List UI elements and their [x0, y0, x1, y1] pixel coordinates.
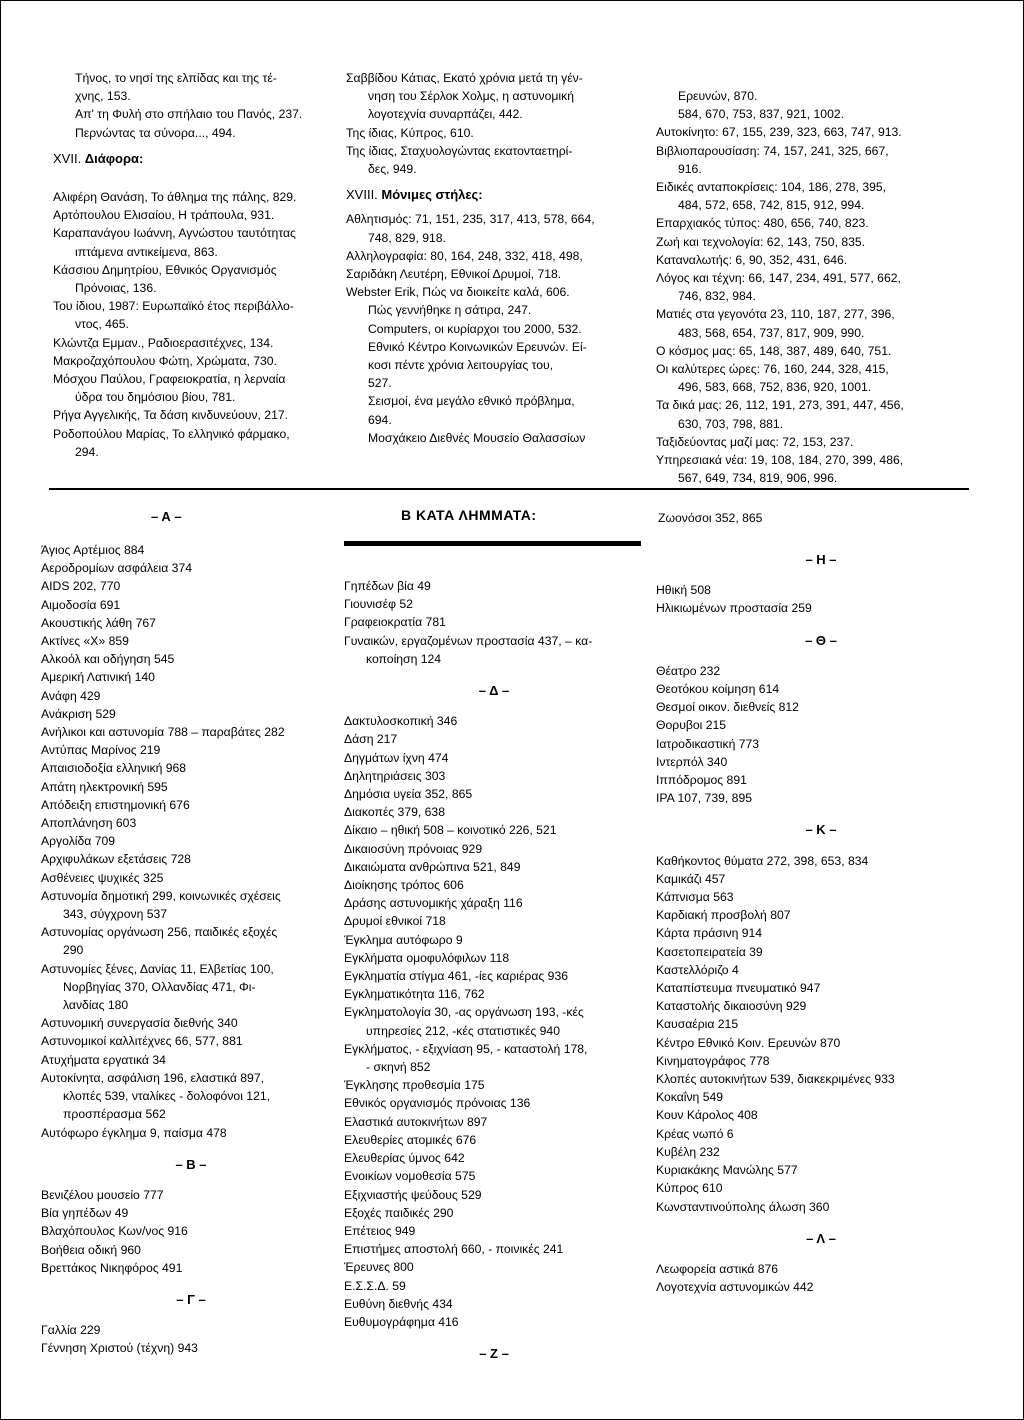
index-entry: Περνώντας τα σύνορα..., 494.: [75, 125, 236, 140]
index-entry: Αλκοόλ και οδήγηση 545: [41, 652, 175, 667]
index-entry: Διοίκησης τρόπος 606: [344, 878, 464, 893]
index-column-2: [344, 577, 644, 1375]
index-entry: Εθνικός οργανισμός πρόνοιας 136: [344, 1096, 531, 1111]
index-entry: Ελευθερίας ύμνος 642: [344, 1151, 465, 1166]
index-entry: Τα δικά μας: 26, 112, 191, 273, 391, 447, 456,: [656, 398, 904, 413]
index-entry: 483, 568, 654, 737, 817, 909, 990.: [678, 325, 865, 340]
letter-heading: – Η –: [805, 552, 837, 567]
index-entry: 694.: [368, 412, 392, 427]
index-entry: Δικαιοσύνη πρόνοιας 929: [344, 841, 483, 856]
index-entry: Βοήθεια οδική 960: [41, 1242, 141, 1257]
header-underline: [344, 541, 641, 546]
index-entry: Ο κόσμος μας: 65, 148, 387, 489, 640, 751.: [656, 343, 892, 358]
index-entry: Εξιχνιαστής ψεύδους 529: [344, 1187, 482, 1202]
index-entry: Εγκληματία στίγμα 461, -ίες καριέρας 936: [344, 969, 569, 984]
index-entry: Ελευθερίες ατομικές 676: [344, 1132, 477, 1147]
index-entry: Αλληλογραφία: 80, 164, 248, 332, 418, 498,: [346, 248, 583, 263]
index-entry: Κοκαΐνη 549: [656, 1090, 724, 1105]
letter-heading: – Κ –: [805, 822, 837, 838]
index-entry: ύδρα του δημόσιου βίου, 781.: [75, 390, 236, 405]
letter-a-header: – Α –: [151, 509, 182, 524]
index-entry: Λεωφορεία αστικά 876: [656, 1261, 779, 1276]
index-entry: Αστυνομικοί καλλιτέχνες 66, 577, 881: [41, 1034, 243, 1049]
section-divider: [49, 488, 969, 490]
index-entry: προσπέρασμα 562: [63, 1107, 166, 1122]
index-entry: Ε.Σ.Σ.Δ. 59: [344, 1278, 406, 1293]
index-entry: 294.: [75, 444, 99, 459]
index-entry: Κυριακάκης Μανώλης 577: [656, 1163, 798, 1178]
index-entry: Ηθική 508: [656, 583, 711, 598]
index-entry: Τήνος, το νησί της ελπίδας και της τέ-: [75, 71, 277, 85]
index-entry: Μοσχάκειο Διεθνές Μουσείο Θαλασσίων: [368, 430, 586, 445]
index-entry: Σεισμοί, ένα μεγάλο εθνικό πρόβλημα,: [368, 394, 575, 409]
index-entry: Ιντερπόλ 340: [656, 754, 728, 769]
index-entry: Αστυνομία δημοτική 299, κοινωνικές σχέσεις: [41, 888, 281, 903]
index-entry: Webster Erik, Πώς να διοικείτε καλά, 606.: [346, 285, 570, 300]
index-entry: Δράσης αστυνομικής χάραξη 116: [344, 896, 523, 911]
index-entry: Ανάκριση 529: [41, 706, 116, 721]
index-entry: Δάση 217: [344, 732, 398, 747]
index-entry: 916.: [678, 161, 702, 176]
index-entry: Δηγμάτων ίχνη 474: [344, 750, 449, 765]
index-entry: Ακουστικής λάθη 767: [41, 615, 156, 630]
index-entry: Αργολίδα 709: [41, 834, 116, 849]
index-entry: Εξοχές παιδικές 290: [344, 1205, 454, 1220]
index-entry: Απαισιοδοξία ελληνική 968: [41, 761, 187, 776]
index-entry: Οι καλύτερες ώρες: 76, 160, 244, 328, 415,: [656, 362, 889, 377]
index-entry: Γηπέδων βία 49: [344, 579, 431, 593]
index-entry: Κύπρος 610: [656, 1181, 723, 1196]
index-entry: Έγκλημα αυτόφωρο 9: [344, 932, 463, 947]
index-entry: Ερευνών, 870.: [678, 89, 758, 103]
index-entry: Δίκαιο – ηθική 508 – κοινοτικό 226, 521: [344, 823, 557, 838]
index-entry: Απ' τη Φυλή στο σπήλαιο του Πανός, 237.: [75, 107, 303, 122]
letter-heading: – Δ –: [478, 683, 510, 699]
index-entry: Αυτοκίνητο: 67, 155, 239, 323, 663, 747, 913.: [656, 125, 902, 140]
index-entry: Ρήγα Αγγελικής, Τα δάση κινδυνεύουν, 217.: [53, 408, 289, 423]
index-entry: Απόδειξη επιστημονική 676: [41, 797, 190, 812]
index-entry: Ευθύνη διεθνής 434: [344, 1296, 453, 1311]
index-entry: Κυβέλη 232: [656, 1144, 720, 1159]
index-entry: ντος, 465.: [75, 317, 129, 332]
index-entry: Ενοικίων νομοθεσία 575: [344, 1169, 476, 1184]
index-entry: Ανήλικοι και αστυνομία 788 – παραβάτες 282: [41, 725, 285, 740]
index-entry: Κάσσιου Δημητρίου, Εθνικός Οργανισμός: [53, 262, 277, 277]
index-entry: 567, 649, 734, 819, 906, 996.: [678, 471, 838, 486]
index-entry: Αθλητισμός: 71, 151, 235, 317, 413, 578, 664,: [346, 212, 595, 227]
index-entry: Κινηματογράφος 778: [656, 1053, 770, 1068]
index-entry: κοποίηση 124: [366, 651, 442, 666]
index-entry: Έρευνες 800: [344, 1260, 414, 1275]
index-entry: Εγκλήματος, - εξιχνίαση 95, - καταστολή 178,: [344, 1041, 588, 1056]
index-entry: Γιουνισέφ 52: [344, 597, 413, 612]
section-heading: [346, 186, 646, 204]
index-entry: Βλαχόπουλος Κων/νος 916: [41, 1224, 188, 1239]
index-entry: AIDS 202, 770: [41, 579, 121, 594]
index-entry: IPA 107, 739, 895: [656, 791, 752, 806]
index-entry: Του ίδιου, 1987: Ευρωπαϊκό έτος περιβάλλο-: [53, 299, 294, 314]
index-entry: Αλιφέρη Θανάση, Το άθλημα της πάλης, 829.: [53, 190, 297, 205]
index-entry: Καταπίστευμα πνευματικό 947: [656, 981, 821, 996]
index-entry: Ζωονόσοι 352, 865: [658, 511, 763, 525]
letter-heading: – Β –: [175, 1156, 207, 1172]
index-column-1: [41, 541, 341, 1358]
top-column-3: [656, 87, 986, 487]
index-entry: Καστελλόριζο 4: [656, 962, 739, 977]
index-entry: Βία γηπέδων 49: [41, 1206, 129, 1221]
index-entry: Ειδικές ανταποκρίσεις: 104, 186, 278, 395,: [656, 180, 887, 195]
index-entry: Αεροδρομίων ασφάλεια 374: [41, 561, 193, 576]
letter-heading: – Ζ –: [479, 1346, 509, 1362]
index-entry: Καταναλωτής: 6, 90, 352, 431, 646.: [656, 252, 848, 267]
index-entry: Βρεττάκος Νικηφόρος 491: [41, 1260, 183, 1275]
index-entry: 584, 670, 753, 837, 921, 1002.: [678, 107, 845, 122]
index-entry: Γραφειοκρατία 781: [344, 615, 446, 630]
index-entry: Ατυχήματα εργατικά 34: [41, 1052, 166, 1067]
index-entry: - σκηνή 852: [366, 1060, 431, 1075]
letter-heading: – Θ –: [805, 632, 837, 648]
index-entry: Διακοπές 379, 638: [344, 805, 445, 820]
index-entry: Απάτη ηλεκτρονική 595: [41, 779, 168, 794]
index-entry: Υπηρεσιακά νέα: 19, 108, 184, 270, 399, 486,: [656, 453, 904, 468]
index-entry: Αρτόπουλου Ελισαίου, Η τράπουλα, 931.: [53, 208, 275, 223]
index-entry: Άγιος Αρτέμιος 884: [41, 543, 145, 557]
index-entry: Αρχιφυλάκων εξετάσεις 728: [41, 852, 191, 867]
index-entry: Αυτόφωρο έγκλημα 9, παίσμα 478: [41, 1125, 227, 1140]
index-entry: Επιστήμες αποστολή 660, - ποινικές 241: [344, 1242, 564, 1257]
index-entry: Computers, οι κυρίαρχοι του 2000, 532.: [368, 321, 582, 336]
index-entry: Δικαιώματα ανθρώπινα 521, 849: [344, 859, 521, 874]
index-entry: Λόγος και τέχνη: 66, 147, 234, 491, 577, 662,: [656, 271, 901, 286]
index-entry: Καθήκοντος θύματα 272, 398, 653, 834: [656, 853, 869, 868]
index-entry: Αιμοδοσία 691: [41, 597, 121, 612]
index-entry: 746, 832, 984.: [678, 289, 756, 304]
index-entry: 630, 703, 798, 881.: [678, 416, 784, 431]
index-entry: Εθνικό Κέντρο Κοινωνικών Ερευνών. Εί-: [368, 339, 587, 354]
index-entry: Εγκληματολογία 30, -ας οργάνωση 193, -κές: [344, 1005, 584, 1020]
index-entry: Αστυνομίες ξένες, Δανίας 11, Ελβετίας 100,: [41, 961, 274, 976]
index-entry: Καταστολής δικαιοσύνη 929: [656, 999, 807, 1014]
index-entry: 748, 829, 918.: [368, 230, 446, 245]
index-entry: Κουν Κάρολος 408: [656, 1108, 758, 1123]
index-entry: Γαλλία 229: [41, 1323, 101, 1338]
index-entry: λανδίας 180: [63, 998, 129, 1013]
index-entry: Αμερική Λατινική 140: [41, 670, 155, 685]
index-entry: Κάπνισμα 563: [656, 890, 734, 905]
index-entry: Βενιζέλου μουσείο 777: [41, 1187, 164, 1202]
index-entry: Θεσμοί οικον. διεθνείς 812: [656, 700, 799, 715]
index-entry: Ζωή και τεχνολογία: 62, 143, 750, 835.: [656, 234, 866, 249]
index-entry: χνης, 153.: [75, 89, 131, 104]
index-entry: Της ίδιας, Σταχυολογώντας εκατονταετηρί-: [346, 143, 573, 158]
top-column-1: [53, 69, 343, 461]
index-entry: νηση του Σέρλοκ Χολμς, η αστυνομική: [368, 89, 574, 104]
index-entry: Ιατροδικαστική 773: [656, 736, 760, 751]
index-entry: Θεοτόκου κοίμηση 614: [656, 682, 780, 697]
index-entry: Βιβλιοπαρουσίαση: 74, 157, 241, 325, 667,: [656, 143, 889, 158]
index-entry: Ιππόδρομος 891: [656, 773, 747, 788]
index-entry: Δημόσια υγεία 352, 865: [344, 787, 473, 802]
index-entry: υπηρεσίες 212, -κές στατιστικές 940: [366, 1023, 560, 1038]
index-entry: Ακτίνες «Χ» 859: [41, 634, 129, 649]
index-entry: Καραπανάγου Ιωάννη, Αγνώστου ταυτότητας: [53, 226, 296, 241]
index-entry: Λογοτεχνία αστυνομικών 442: [656, 1280, 814, 1295]
index-entry: ιπτάμενα αντικείμενα, 863.: [75, 244, 218, 259]
index-entry: Ταξιδεύοντας μαζί μας: 72, 153, 237.: [656, 434, 854, 449]
index-entry: Δακτυλοσκοπική 346: [344, 714, 458, 729]
section-heading: [53, 150, 343, 168]
index-entry: Έγκλησης προθεσμία 175: [344, 1078, 485, 1093]
index-entry: 496, 583, 668, 752, 836, 920, 1001.: [678, 380, 872, 395]
index-entry: Νορβηγίας 370, Ολλανδίας 471, Φι-: [63, 979, 256, 994]
index-entry: Κασετοπειρατεία 39: [656, 944, 763, 959]
index-entry: δες, 949.: [368, 162, 417, 177]
index-entry: Δηλητηριάσεις 303: [344, 768, 446, 783]
index-entry: Ελαστικά αυτοκινήτων 897: [344, 1114, 488, 1129]
index-entry: Αστυνομική συνεργασία διεθνής 340: [41, 1016, 238, 1031]
letter-heading: – Γ –: [176, 1291, 206, 1307]
index-entry: Κέντρο Εθνικό Κοιν. Ερευνών 870: [656, 1035, 841, 1050]
letter-heading: – Λ –: [806, 1230, 836, 1246]
index-entry: Ματιές στα γεγονότα 23, 110, 187, 277, 396,: [656, 307, 895, 322]
index-entry: Αντύπας Μαρίνος 219: [41, 743, 161, 758]
index-entry: Θορυβοι 215: [656, 718, 727, 733]
index-entry: Δρυμοί εθνικοί 718: [344, 914, 446, 929]
index-entry: Κλώντζα Εμμαν., Ραδιοερασιτέχνες, 134.: [53, 335, 274, 350]
index-entry: 484, 572, 658, 742, 815, 912, 994.: [678, 198, 865, 213]
section-title: Μόνιμες στήλες:: [381, 187, 483, 203]
index-entry: Αστυνομίας οργάνωση 256, παιδικές εξοχές: [41, 925, 278, 940]
index-entry: Σαριδάκη Λευτέρη, Εθνικοί Δρυμοί, 718.: [346, 267, 562, 282]
index-entry: Κωνσταντινούπολης άλωση 360: [656, 1199, 830, 1214]
index-entry: λογοτεχνία συναρπάζει, 442.: [368, 107, 523, 122]
index-entry: Ηλικιωμένων προστασία 259: [656, 601, 812, 616]
index-entry: κλοπές 539, νταλίκες - δολοφόνοι 121,: [63, 1089, 271, 1104]
index-entry: κοσι πέντε χρόνια λειτουργίας του,: [368, 358, 554, 373]
index-column-3: [656, 537, 986, 1296]
index-entry: Καμικάζι 457: [656, 871, 726, 886]
index-entry: Καυσαέρια 215: [656, 1017, 739, 1032]
index-entry: Αποπλάνηση 603: [41, 816, 137, 831]
index-entry: Κρέας νωπό 6: [656, 1126, 734, 1141]
index-entry: Γέννηση Χριστού (τέχνη) 943: [41, 1341, 198, 1356]
index-entry: Σαββίδου Κάτιας, Εκατό χρόνια μετά τη γέν-: [346, 71, 583, 85]
index-entry: Της ίδιας, Κύπρος, 610.: [346, 125, 474, 140]
index-entry: Πρόνοιας, 136.: [75, 281, 157, 296]
index-b-header: Β ΚΑΤΑ ΛΗΜΜΑΤΑ:: [401, 507, 537, 523]
index-entry: Ευθυμογράφημα 416: [344, 1314, 459, 1329]
index-entry: Εγκληματικότητα 116, 762: [344, 987, 485, 1002]
index-entry: Εγκλήματα ομοφυλόφιλων 118: [344, 950, 510, 965]
section-number: XVIII.: [346, 187, 382, 203]
index-entry: Επέτειος 949: [344, 1223, 416, 1238]
index-entry: Μόσχου Παύλου, Γραφειοκρατία, η λερναία: [53, 372, 286, 387]
index-entry: Πώς γεννήθηκε η σάτιρα, 247.: [368, 303, 532, 318]
index-entry: Καρδιακή προσβολή 807: [656, 908, 791, 923]
index-entry: Αυτοκίνητα, ασφάλιση 196, ελαστικά 897,: [41, 1070, 264, 1085]
section-number: XVII.: [53, 150, 85, 166]
index-entry: Μακροζαχόπουλου Φώτη, Χρώματα, 730.: [53, 353, 277, 368]
index-entry: Επαρχιακός τύπος: 480, 656, 740, 823.: [656, 216, 869, 231]
index-entry: Γυναικών, εργαζομένων προστασία 437, – κα-: [344, 633, 593, 648]
index-entry: 343, σύγχρονη 537: [63, 907, 168, 922]
index-entry: Κάρτα πράσινη 914: [656, 926, 763, 941]
index-entry: 527.: [368, 376, 392, 391]
index-entry: Ροδοπούλου Μαρίας, Το ελληνικό φάρμακο,: [53, 426, 290, 441]
index-entry: Θέατρο 232: [656, 663, 721, 678]
top-column-2: [346, 69, 646, 447]
index-entry: Κλοπές αυτοκινήτων 539, διακεκριμένες 933: [656, 1072, 895, 1087]
index-entry: Ανάφη 429: [41, 688, 101, 703]
index-entry: 290: [63, 943, 84, 958]
index-entry: Ασθένειες ψυχικές 325: [41, 870, 164, 885]
section-title: Διάφορα:: [84, 150, 144, 166]
